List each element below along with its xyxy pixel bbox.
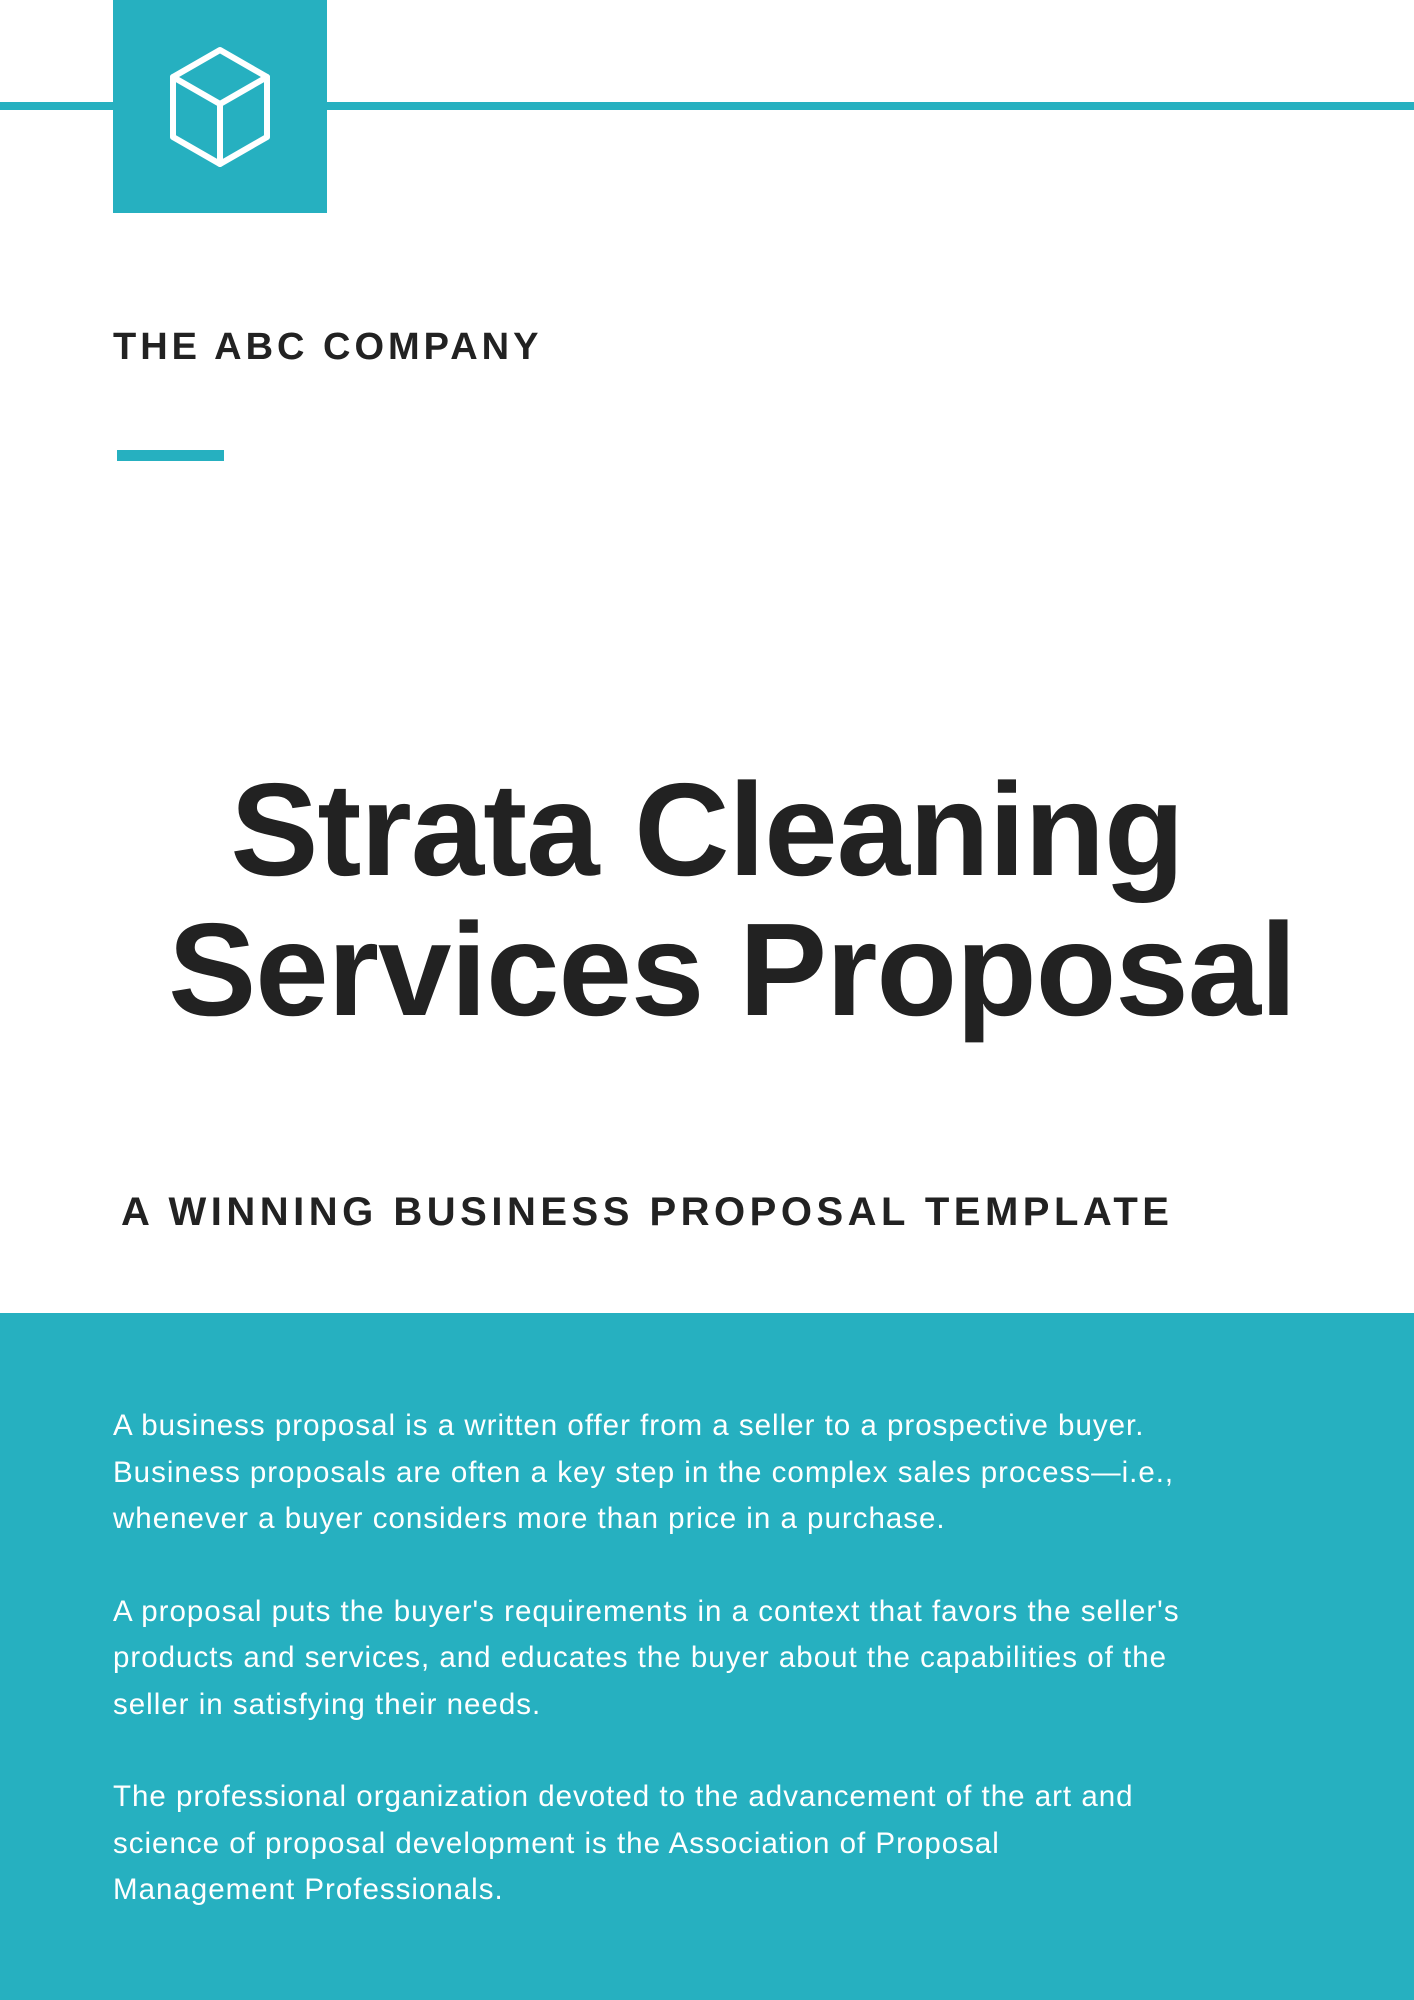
document-title — [0, 756, 1414, 1043]
paragraph-1-line-1: A business proposal is a written offer from a seller to a prospective buyer. — [113, 1409, 1145, 1442]
paragraph-1-line-3: whenever a buyer considers more than price in a purchase. — [113, 1502, 946, 1535]
company-name: THE ABC COMPANY — [113, 326, 543, 368]
description-text — [113, 1403, 1313, 1960]
title-line-1: Strata Cleaning — [230, 756, 1184, 903]
paragraph-2-line-2: products and services, and educates the buyer about the capabilities of the — [113, 1641, 1168, 1674]
logo-box — [113, 0, 327, 213]
paragraph-3-line-3: Management Professionals. — [113, 1873, 504, 1906]
description-paragraph-3 — [113, 1774, 1313, 1914]
document-subtitle: A WINNING BUSINESS PROPOSAL TEMPLATE — [121, 1190, 1174, 1234]
paragraph-2-line-3: seller in satisfying their needs. — [113, 1687, 542, 1721]
cube-icon — [165, 42, 275, 172]
paragraph-2-line-1: A proposal puts the buyer's requirements in a context that favors the seller's — [113, 1594, 1180, 1628]
description-band — [0, 1313, 1414, 2000]
paragraph-3-line-2: science of proposal development is the Association of Proposal — [113, 1826, 1000, 1860]
title-line-2: Services Proposal — [168, 896, 1296, 1043]
accent-dash — [117, 450, 224, 461]
description-paragraph-2 — [113, 1589, 1313, 1729]
paragraph-3-line-1: The professional organization devoted to the advancement of the art and — [113, 1780, 1134, 1813]
paragraph-1-line-2: Business proposals are often a key step in the complex sales process—i.e., — [113, 1455, 1175, 1489]
description-paragraph-1 — [113, 1403, 1313, 1543]
